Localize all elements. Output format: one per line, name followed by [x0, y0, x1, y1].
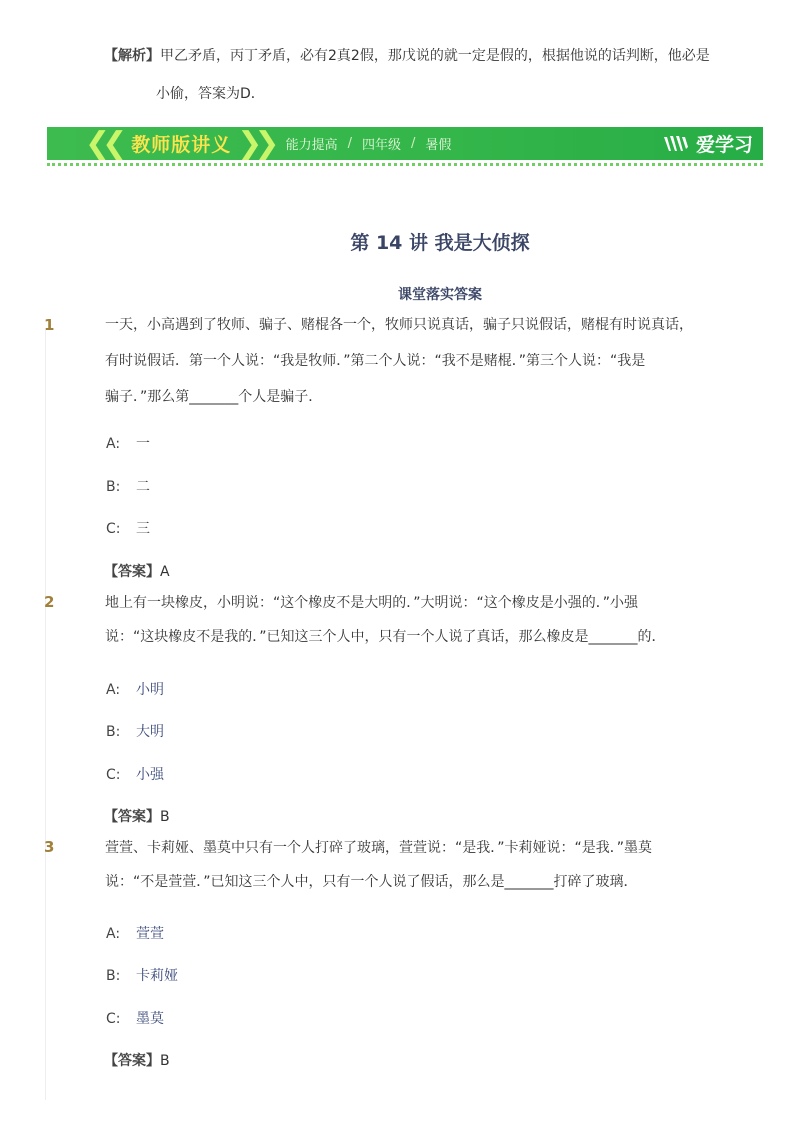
breadcrumb-separator: /: [411, 136, 416, 151]
option-key: A:: [106, 926, 121, 942]
option-a[interactable]: [106, 923, 164, 943]
question-text: [105, 833, 720, 897]
option-value: 三: [136, 521, 150, 537]
option-b[interactable]: [106, 476, 150, 496]
option-value: 卡莉娅: [136, 968, 178, 984]
option-key: B:: [106, 479, 121, 495]
answer-value: B: [160, 809, 170, 825]
header-banner: [47, 127, 763, 160]
banner-dotted-divider: [47, 163, 763, 166]
section-title: 课堂落实答案: [398, 287, 482, 303]
previous-analysis: [104, 44, 744, 106]
option-b[interactable]: [106, 965, 178, 985]
question-line: 骗子．”那么第_______个人是骗子．: [105, 389, 323, 405]
option-c[interactable]: [106, 518, 150, 538]
option-value: 小强: [136, 767, 164, 783]
option-b[interactable]: [106, 721, 164, 741]
option-value: 大明: [136, 724, 164, 740]
option-key: B:: [106, 968, 121, 984]
answer: [104, 806, 170, 826]
option-key: A:: [106, 436, 121, 452]
question-text: [105, 310, 720, 412]
question-line: 萱萱、卡莉娅、墨莫中只有一个人打碎了玻璃，萱萱说：“是我．”卡莉娅说：“是我．”墨莫: [105, 840, 653, 856]
answer-tag: 【答案】: [104, 1053, 160, 1069]
analysis-tag: 【解析】: [104, 48, 160, 64]
option-value: 一: [136, 436, 150, 452]
answer-value: B: [160, 1053, 170, 1069]
question-number: 1: [44, 316, 55, 334]
option-key: C:: [106, 767, 121, 783]
option-value: 二: [136, 479, 150, 495]
question-line: 说：“这块橡皮不是我的．”已知这三个人中，只有一个人说了真话，那么橡皮是_______的．: [105, 629, 666, 645]
lesson-title: 第 14 讲 我是大侦探: [350, 232, 530, 254]
option-key: A:: [106, 682, 121, 698]
question-number: 2: [44, 593, 55, 611]
option-value: 墨莫: [136, 1011, 164, 1027]
option-c[interactable]: [106, 1008, 164, 1028]
breadcrumb-item: 四年级: [361, 138, 401, 153]
question-line: 一天，小高遇到了牧师、骗子、赌棍各一个，牧师只说真话，骗子只说假话，赌棍有时说真话，: [105, 317, 693, 333]
option-key: C:: [106, 1011, 121, 1027]
option-a[interactable]: [106, 679, 164, 699]
left-margin-rule: [45, 330, 46, 1100]
option-key: C:: [106, 521, 121, 537]
question-line: 有时说假话．第一个人说：“我是牧师．”第二个人说：“我不是赌棍．”第三个人说：“我是: [105, 353, 646, 369]
option-c[interactable]: [106, 764, 164, 784]
breadcrumb: [286, 134, 452, 153]
question-number: 3: [44, 838, 55, 856]
option-value: 小明: [136, 682, 164, 698]
question-line: 说：“不是萱萱．”已知这三个人中，只有一个人说了假话，那么是_______打碎了玻璃．: [105, 874, 638, 890]
answer: [104, 561, 170, 581]
banner-brand: 教师版讲义: [131, 134, 232, 156]
breadcrumb-item: 能力提高: [285, 138, 338, 153]
double-chevron-left-icon: ❮❮: [85, 127, 120, 160]
logo-text: 爱学习: [695, 134, 753, 156]
answer-value: A: [160, 564, 170, 580]
brand-logo: [662, 130, 753, 157]
analysis-line-2: 小偷，答案为D．: [156, 86, 265, 102]
logo-mark-icon: [662, 133, 690, 155]
analysis-line-1: 甲乙矛盾，丙丁矛盾，必有2真2假，那戊说的就一定是假的，根据他说的话判断，他必是: [160, 48, 710, 64]
breadcrumb-item: 暑假: [425, 138, 452, 153]
answer-tag: 【答案】: [104, 564, 160, 580]
option-key: B:: [106, 724, 121, 740]
breadcrumb-separator: /: [347, 136, 352, 151]
answer-tag: 【答案】: [104, 809, 160, 825]
answer: [104, 1050, 170, 1070]
question-line: 地上有一块橡皮，小明说：“这个橡皮不是大明的．”大明说：“这个橡皮是小强的．”小强: [105, 595, 639, 611]
option-value: 萱萱: [136, 926, 164, 942]
question-text: [105, 588, 720, 652]
option-a[interactable]: [106, 433, 150, 453]
double-chevron-right-icon: ❯❯: [237, 127, 272, 160]
